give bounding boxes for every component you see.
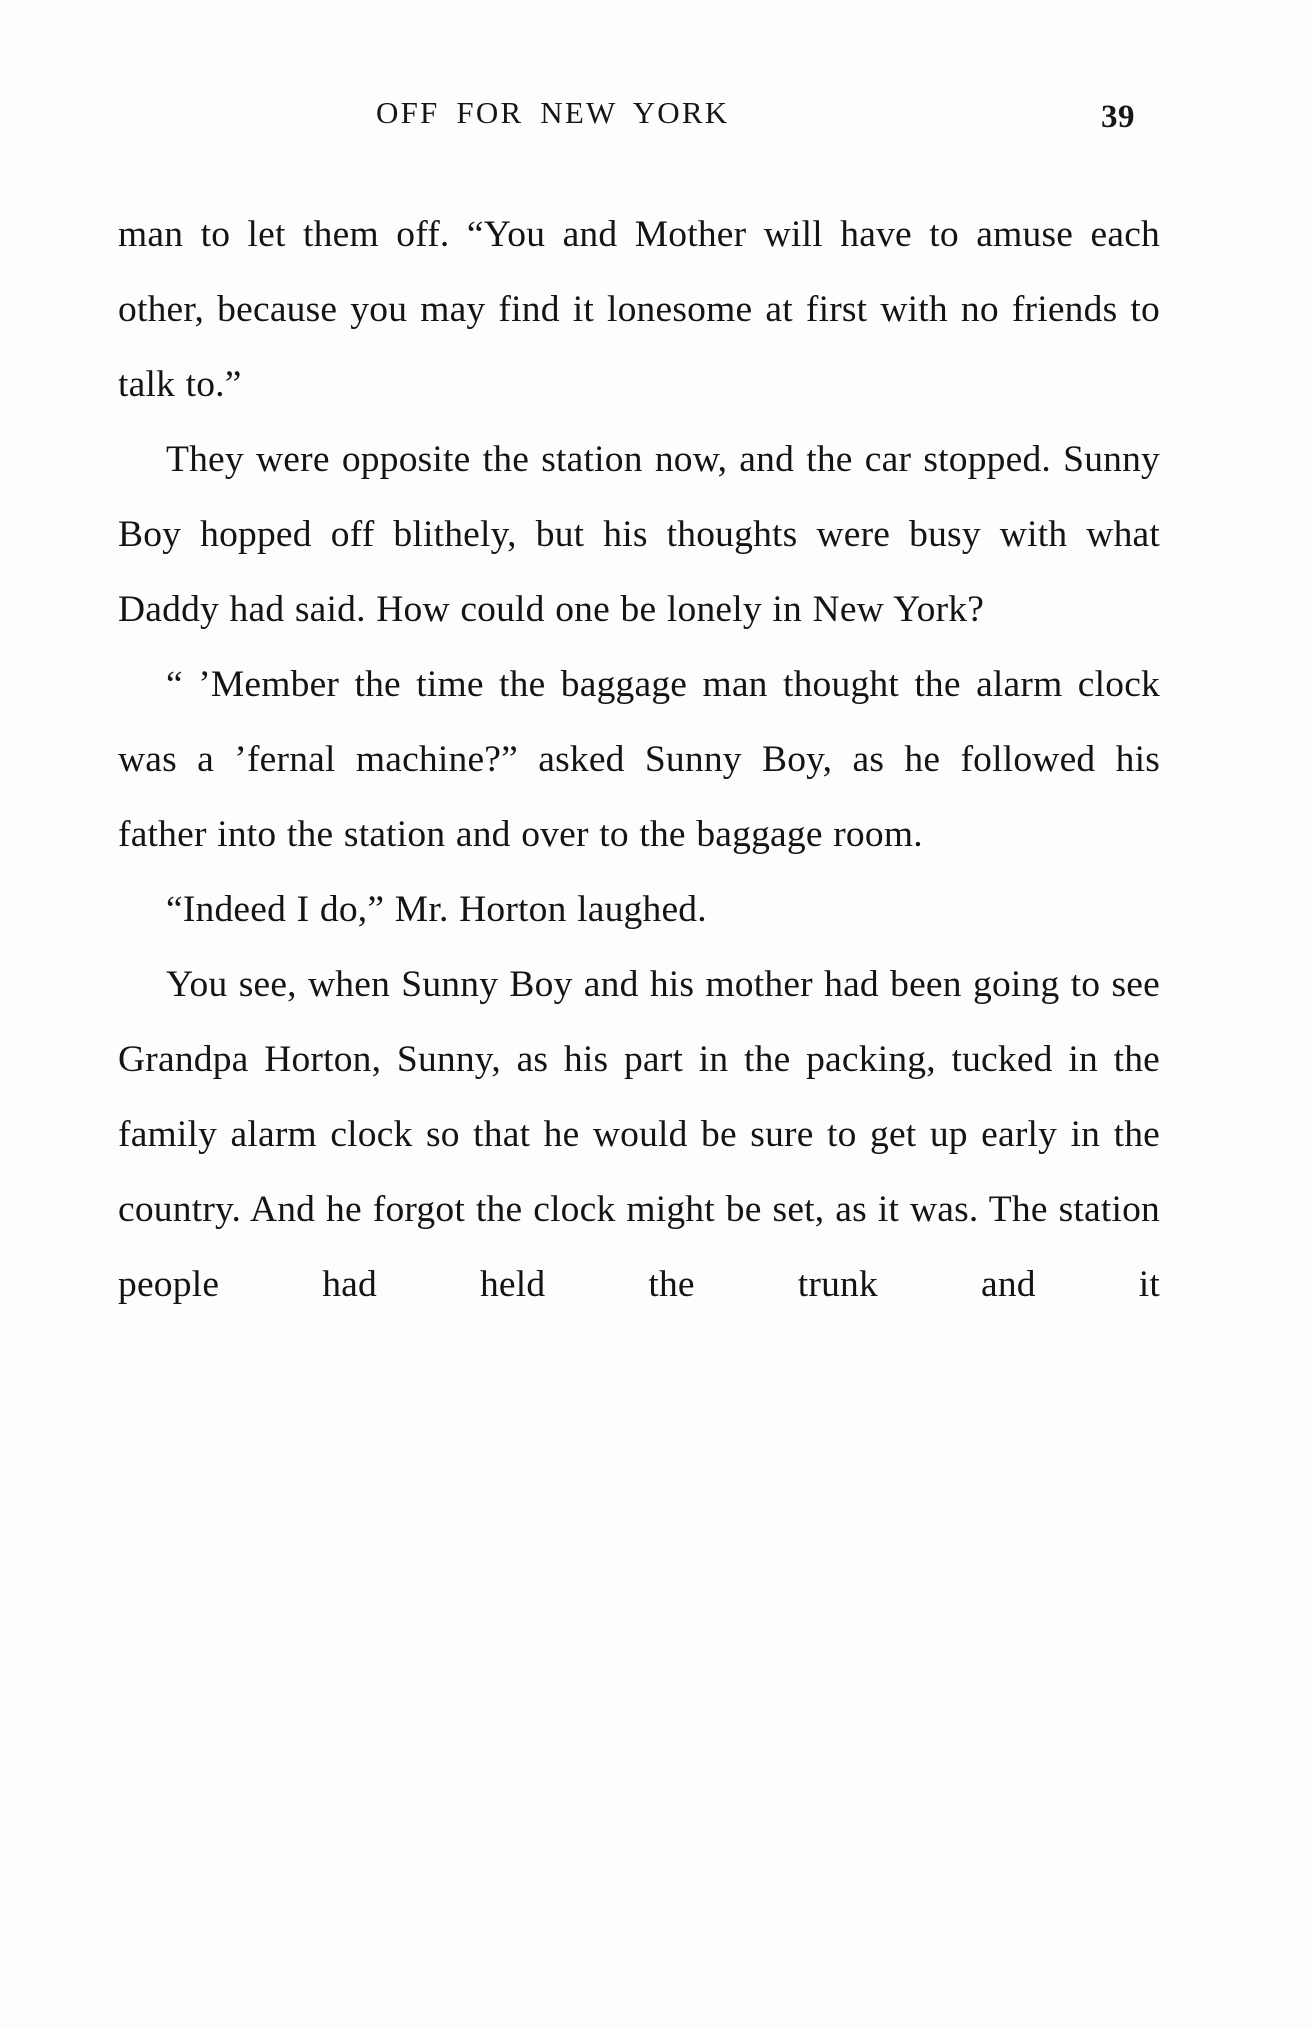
page-number: 39 [1101, 99, 1135, 135]
body-text [118, 197, 1160, 1322]
paragraph: man to let them off. “You and Mother will have to amuse each other, because you may find it lonesome at first with no friends to talk to.” [118, 214, 1160, 405]
running-head-title: OFF FOR NEW YORK [376, 95, 730, 130]
paragraph: “Indeed I do,” Mr. Horton laughed. [166, 889, 707, 930]
paragraph: “ ’Member the time the baggage man thought the alarm clock was a ’fernal machine?” asked Sunny Boy, as he followed his father into the station and over to the baggage room. [118, 664, 1160, 855]
running-head [118, 95, 1193, 155]
paragraph: They were opposite the station now, and the car stopped. Sunny Boy hopped off blithely, but his thoughts were busy with what Daddy had said. How could one be lonely in New York? [118, 439, 1160, 630]
page-content [118, 95, 1193, 1322]
paragraph: You see, when Sunny Boy and his mother had been going to see Grandpa Horton, Sunny, as his part in the packing, tucked in the family alarm clock so that he would be sure to get up early in the country. And he forgot the clock might be set, as it was. The station people had held the trunk and it [118, 964, 1160, 1305]
